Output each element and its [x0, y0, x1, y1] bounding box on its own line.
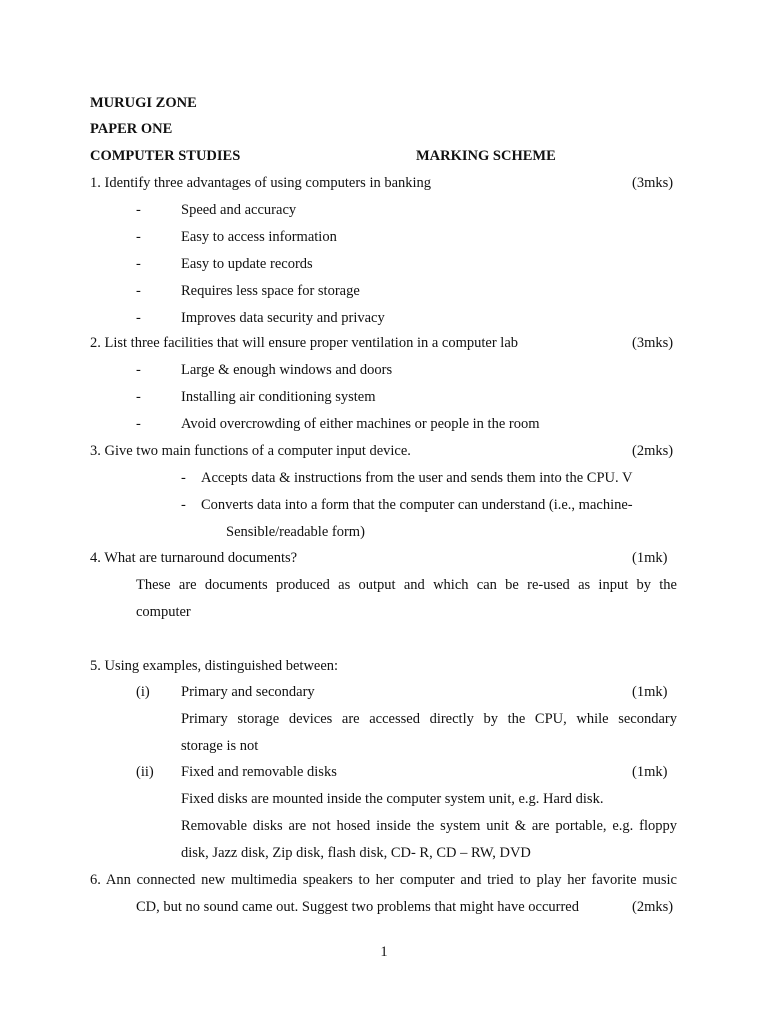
question-1-marks: (3mks) — [632, 175, 674, 191]
q5-part2-answer-line: disk, Jazz disk, Zip disk, flash disk, CD- R, CD – RW, DVD — [181, 845, 531, 861]
question-1: 1. Identify three advantages of using computers in banking — [90, 175, 432, 191]
page-number: 1 — [380, 944, 388, 960]
bullet-dash: - — [136, 202, 141, 218]
q2-answer: Installing air conditioning system — [181, 389, 376, 405]
bullet-dash: - — [136, 256, 141, 272]
q5-part2-answer-line: Removable disks are not hosed inside the system unit & are portable, e.g. floppy — [181, 818, 677, 834]
question-6-marks: (2mks) — [632, 899, 674, 915]
question-3-marks: (2mks) — [632, 443, 674, 459]
q5-part-label: (i) — [136, 684, 150, 700]
subject-heading: COMPUTER STUDIES — [90, 148, 241, 164]
q5-part-marks: (1mk) — [632, 684, 668, 700]
q2-answer: Large & enough windows and doors — [181, 362, 393, 378]
q5-part-label: (ii) — [136, 764, 154, 780]
question-3: 3. Give two main functions of a computer input device. — [90, 443, 411, 459]
q1-answer: Easy to access information — [181, 229, 337, 245]
q4-answer-line: computer — [136, 604, 191, 620]
q5-part2-answer-line: Fixed disks are mounted inside the computer system unit, e.g. Hard disk. — [181, 791, 604, 807]
q4-answer-line: These are documents produced as output and which can be re-used as input by the — [136, 577, 677, 593]
bullet-dash: - — [136, 389, 141, 405]
q3-answer-continuation: Sensible/readable form) — [226, 524, 365, 540]
bullet-dash: - — [136, 416, 141, 432]
q5-part-marks: (1mk) — [632, 764, 668, 780]
question-6-line: 6. Ann connected new multimedia speakers to her computer and tried to play her favorite music — [90, 872, 677, 888]
q5-part-title: Primary and secondary — [181, 684, 315, 700]
bullet-dash: - — [136, 229, 141, 245]
bullet-dash: - — [136, 362, 141, 378]
bullet-dash: - — [136, 283, 141, 299]
bullet-dash: - — [181, 470, 186, 486]
q5-part1-answer-line: Primary storage devices are accessed directly by the CPU, while secondary — [181, 711, 677, 727]
q1-answer: Speed and accuracy — [181, 202, 297, 218]
q5-part1-answer-line: storage is not — [181, 738, 259, 754]
question-2: 2. List three facilities that will ensure proper ventilation in a computer lab — [90, 335, 519, 351]
zone-heading: MURUGI ZONE — [90, 95, 197, 111]
question-5: 5. Using examples, distinguished between: — [90, 658, 339, 674]
question-6-line: CD, but no sound came out. Suggest two problems that might have occurred — [136, 899, 579, 915]
question-4: 4. What are turnaround documents? — [90, 550, 298, 566]
q1-answer: Easy to update records — [181, 256, 313, 272]
paper-heading: PAPER ONE — [90, 121, 173, 137]
q2-answer: Avoid overcrowding of either machines or people in the room — [181, 416, 540, 432]
bullet-dash: - — [136, 310, 141, 326]
question-4-marks: (1mk) — [632, 550, 668, 566]
q3-answer: Accepts data & instructions from the user and sends them into the CPU. V — [201, 470, 633, 486]
q1-answer: Requires less space for storage — [181, 283, 360, 299]
scheme-heading: MARKING SCHEME — [416, 148, 556, 164]
bullet-dash: - — [181, 497, 186, 513]
question-2-marks: (3mks) — [632, 335, 674, 351]
q5-part-title: Fixed and removable disks — [181, 764, 337, 780]
q1-answer: Improves data security and privacy — [181, 310, 385, 326]
q3-answer: Converts data into a form that the computer can understand (i.e., machine- — [201, 497, 633, 513]
